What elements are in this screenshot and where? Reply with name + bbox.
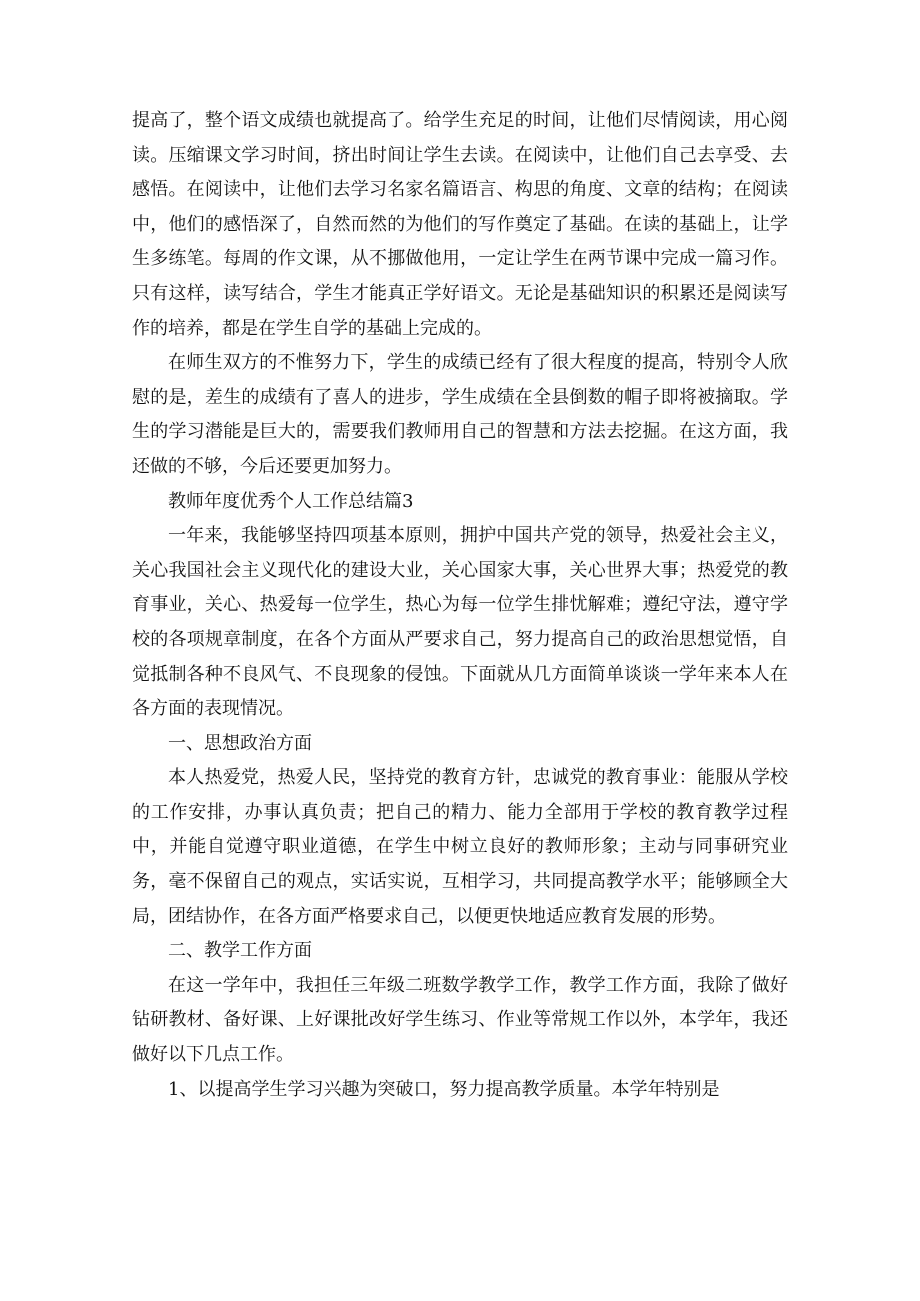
section-title: 教师年度优秀个人工作总结篇3 (168, 490, 414, 512)
body-paragraph-3: 一年来，我能够坚持四项基本原则，拥护中国共产党的领导，热爱社会主义，关心我国社会主义现代化的建设大业，关心国家大事，关心世界大事；热爱党的教育事业，关心、热爱每一位学生，热心为每一位学生排忧解难；遵纪守法，遵守学校的各项规章制度，在各个方面从严要求自己，努力提高自己的政治思想觉悟，自觉抵制各种不良风气、不良现象的侵蚀。下面就从几方面简单谈谈一学年来本人在各方面的表现情况。 (132, 525, 788, 720)
body-paragraph-6: 1、以提高学生学习兴趣为突破口，努力提高教学质量。本学年特别是 (168, 1078, 720, 1100)
body-paragraph-1: 提高了，整个语文成绩也就提高了。给学生充足的时间，让他们尽情阅读，用心阅读。压缩课文学习时间，挤出时间让学生去读。在阅读中，让他们自己去享受、去感悟。在阅读中，让他们去学习名家名篇语言、构思的角度、文章的结构；在阅读中，他们的感悟深了，自然而然的为他们的写作奠定了基础。在读的基础上，让学生多练笔。每周的作文课，从不挪做他用，一定让学生在两节课中完成一篇习作。只有这样，读写结合，学生才能真正学好语文。无论是基础知识的积累还是阅读写作的培养，都是在学生自学的基础上完成的。 (132, 110, 788, 339)
document-page (132, 104, 788, 1107)
body-paragraph-2: 在师生双方的不惟努力下，学生的成绩已经有了很大程度的提高，特别令人欣慰的是，差生的成绩有了喜人的进步，学生成绩在全县倒数的帽子即将被摘取。学生的学习潜能是巨大的，需要我们教师用自己的智慧和方法去挖掘。在这方面，我还做的不够，今后还要更加努力。 (132, 352, 788, 477)
subheading-political: 一、思想政治方面 (168, 732, 312, 754)
body-paragraph-5: 在这一学年中，我担任三年级二班数学教学工作，教学工作方面，我除了做好钻研教材、备好课、上好课批改好学生练习、作业等常规工作以外，本学年，我还做好以下几点工作。 (132, 974, 788, 1066)
subheading-teaching: 二、教学工作方面 (168, 940, 312, 962)
body-paragraph-4: 本人热爱党，热爱人民，坚持党的教育方针，忠诚党的教育事业：能服从学校的工作安排，办事认真负责；把自己的精力、能力全部用于学校的教育教学过程中，并能自觉遵守职业道德，在学生中树立良好的教师形象；主动与同事研究业务，毫不保留自己的观点，实话实说，互相学习，共同提高教学水平；能够顾全大局，团结协作，在各方面严格要求自己，以便更快地适应教育发展的形势。 (132, 767, 788, 927)
